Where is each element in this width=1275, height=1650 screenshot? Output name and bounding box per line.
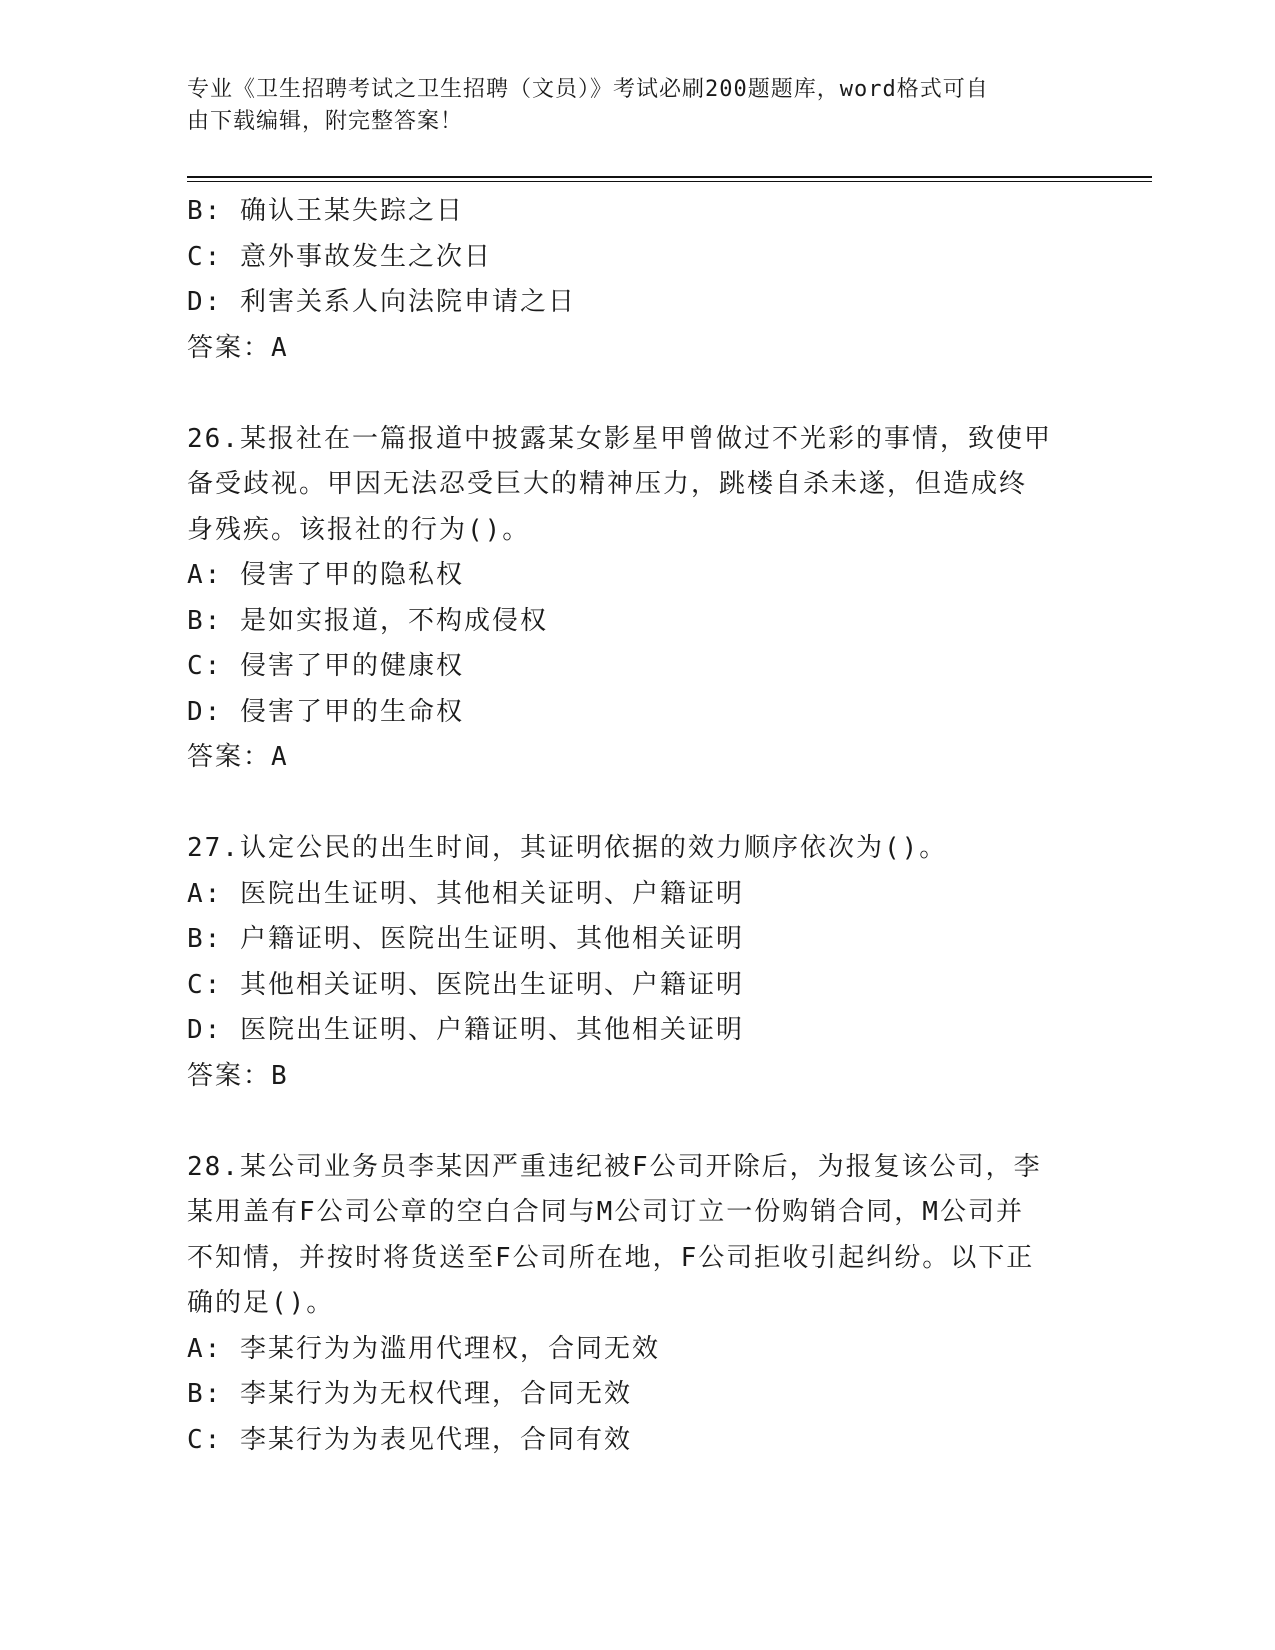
option-c: C: 侵害了甲的健康权	[187, 651, 464, 681]
spacer	[187, 371, 1087, 417]
header-divider-thin	[187, 181, 1152, 182]
answer-line: 答案：B	[187, 1060, 289, 1091]
option-b: B: 户籍证明、医院出生证明、其他相关证明	[187, 924, 744, 954]
spacer	[187, 781, 1087, 827]
option-c: C: 其他相关证明、医院出生证明、户籍证明	[187, 969, 744, 1000]
option-d: D: 利害关系人向法院申请之日	[187, 287, 576, 317]
option-b: B: 李某行为为无权代理，合同无效	[187, 1379, 632, 1409]
option-d: D: 侵害了甲的生命权	[187, 696, 464, 727]
option-c: C: 李某行为为表见代理，合同有效	[187, 1424, 632, 1455]
question-26	[187, 417, 1087, 781]
header-line-1: 专业《卫生招聘考试之卫生招聘（文员）》考试必刷200题题库，word格式可自	[187, 77, 989, 102]
question-text-line: 备受歧视。甲因无法忍受巨大的精神压力，跳楼自杀未遂，但造成终	[187, 469, 1028, 499]
document-header	[187, 74, 1087, 138]
spacer	[187, 1099, 1087, 1145]
option-d: D: 医院出生证明、户籍证明、其他相关证明	[187, 1015, 744, 1045]
question-text-line: 28.某公司业务员李某因严重违纪被F公司开除后，为报复该公司，李	[187, 1151, 1042, 1182]
question-28	[187, 1145, 1087, 1464]
question-text-line: 不知情，并按时将货送至F公司所在地，F公司拒收引起纠纷。以下正	[187, 1242, 1035, 1273]
option-a: A: 医院出生证明、其他相关证明、户籍证明	[187, 878, 744, 909]
question-text-line: 27.认定公民的出生时间，其证明依据的效力顺序依次为()。	[187, 833, 948, 863]
option-b: B: 是如实报道，不构成侵权	[187, 605, 548, 636]
option-b: B: 确认王某失踪之日	[187, 196, 464, 226]
document-body	[187, 189, 1087, 1463]
question-text-line: 确的足()。	[187, 1288, 335, 1318]
question-27	[187, 826, 1087, 1099]
question-text-line: 26.某报社在一篇报道中披露某女影星甲曾做过不光彩的事情，致使甲	[187, 423, 1052, 454]
option-a: A: 李某行为为滥用代理权，合同无效	[187, 1333, 660, 1364]
answer-line: 答案：A	[187, 332, 289, 363]
option-a: A: 侵害了甲的隐私权	[187, 560, 464, 590]
header-divider-thick	[187, 176, 1152, 178]
question-25-continuation	[187, 189, 1087, 371]
question-text-line: 某用盖有F公司公章的空白合同与M公司订立一份购销合同，M公司并	[187, 1197, 1024, 1227]
option-c: C: 意外事故发生之次日	[187, 241, 492, 272]
question-text-line: 身残疾。该报社的行为()。	[187, 514, 531, 545]
header-line-2: 由下载编辑，附完整答案！	[187, 109, 464, 134]
answer-line: 答案：A	[187, 742, 289, 772]
